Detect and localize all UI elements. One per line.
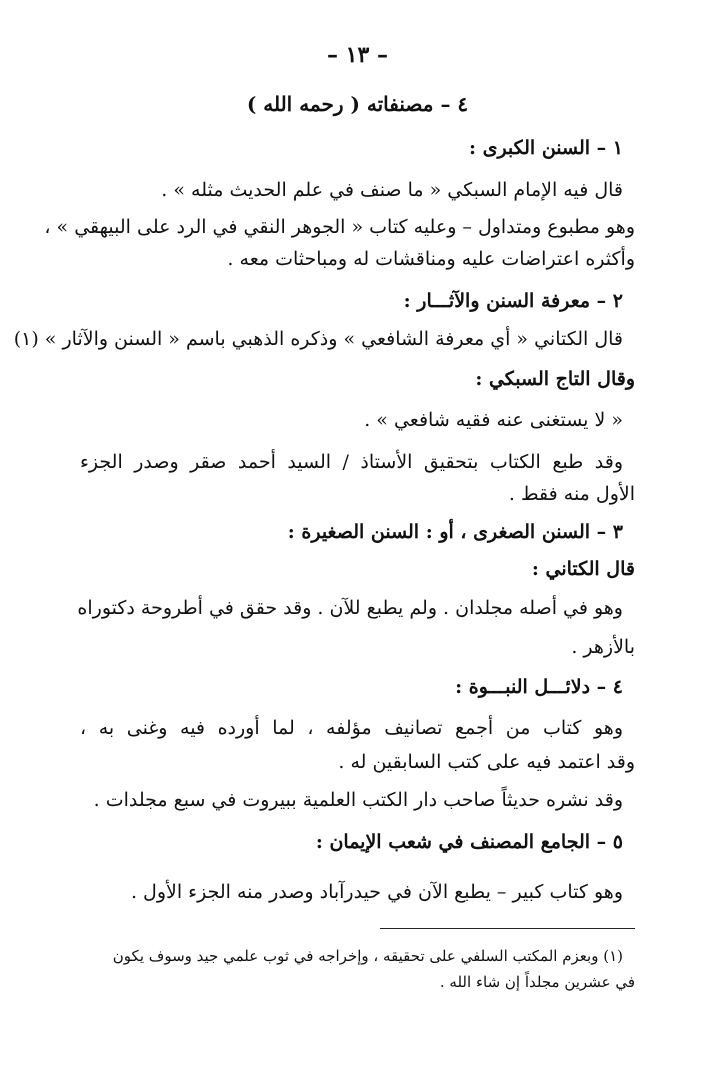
paragraph-line: الأول منه فقط . [508,483,635,505]
footnote-line: (١) وبعزم المكتب السلفي على تحقيقه ، وإخراجه في ثوب علمي جيد وسوف يكون [112,947,623,965]
heading-marifat-sunan: ٢ – معرفة السنن والآثـــار : [403,290,623,312]
page-number: – ١٣ – [327,42,388,68]
paragraph-line: قال فيه الإمام السبكي « ما صنف في علم الحديث مثله » . [161,179,623,201]
paragraph-line: قال الكتاني « أي معرفة الشافعي » وذكره الذهبي باسم « السنن والآثار » (١) [13,328,623,350]
footnote-divider [380,928,635,929]
paragraph-line: وقد طبع الكتاب بتحقيق الأستاذ / السيد أحمد صقر وصدر الجزء [80,451,623,473]
heading-kattani: قال الكتاني : [531,558,635,580]
heading-taj-subki: وقال التاج السبكي : [475,368,635,390]
paragraph-line: وهو في أصله مجلدان . ولم يطبع للآن . وقد حقق في أطروحة دكتوراه [77,597,623,619]
section-title: ٤ – مصنفاته ( رحمه الله ) [246,92,469,116]
paragraph-line: وهو مطبوع ومتداول – وعليه كتاب « الجوهر النقي في الرد على البيهقي » ، [44,216,635,238]
paragraph-line: وقد نشره حديثاً صاحب دار الكتب العلمية ببيروت في سبع مجلدات . [93,789,623,811]
paragraph-line: « لا يستغنى عنه فقيه شافعي » . [364,409,623,431]
paragraph-line: وأكثره اعتراضات عليه ومناقشات له ومباحثات معه . [227,248,635,270]
heading-dalail-nubuwwa: ٤ – دلائـــل النبـــوة : [455,676,623,698]
paragraph-line: بالأزهر . [571,636,635,658]
paragraph-line: وهو كتاب من أجمع تصانيف مؤلفه ، لما أورده فيه وغنى به ، [80,717,623,739]
heading-sunan-sughra: ٣ – السنن الصغرى ، أو : السنن الصغيرة : [287,521,623,543]
heading-jami-shuab-iman: ٥ – الجامع المصنف في شعب الإيمان : [315,831,623,853]
footnote-line: في عشرين مجلداً إن شاء الله . [439,973,635,991]
paragraph-line: وهو كتاب كبير – يطبع الآن في حيدرآباد وصدر منه الجزء الأول . [130,881,623,903]
paragraph-line: وقد اعتمد فيه على كتب السابقين له . [338,751,635,773]
heading-sunan-kubra: ١ – السنن الكبرى : [468,137,623,159]
